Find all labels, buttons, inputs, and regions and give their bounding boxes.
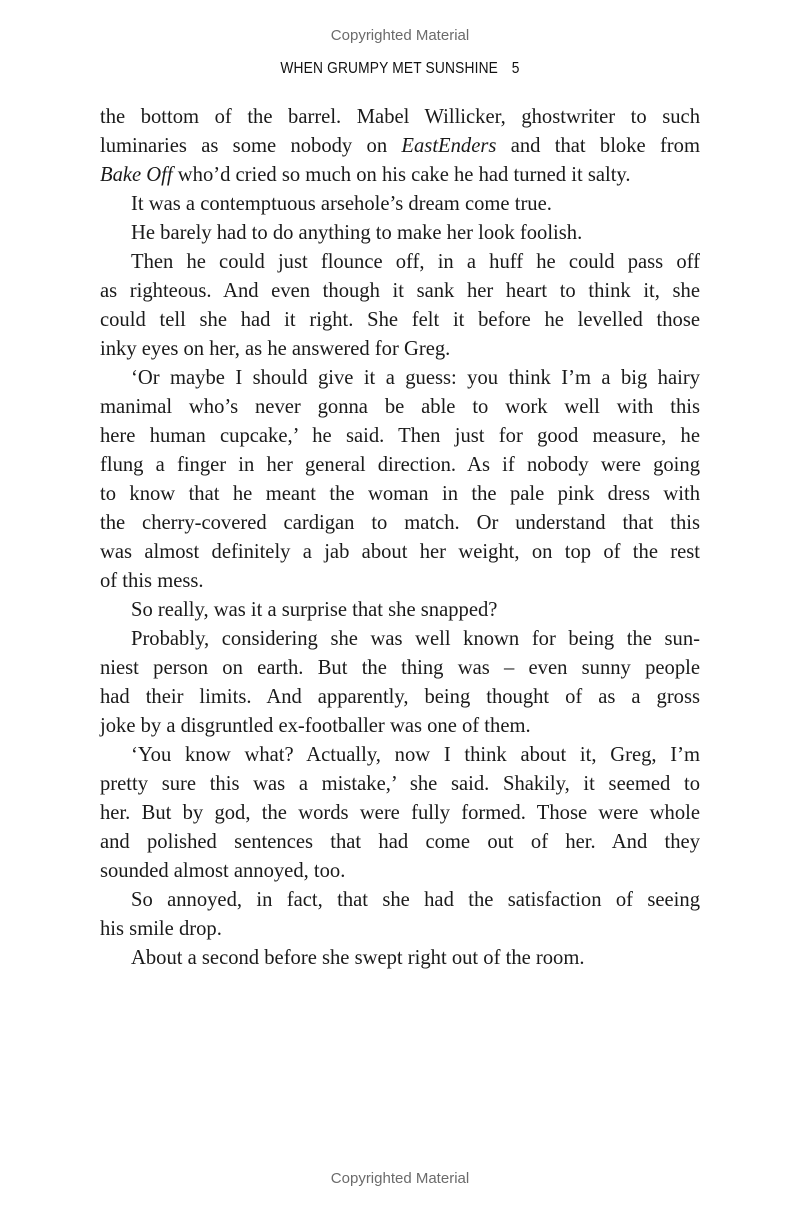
text-segment: could tell she had it right. She felt it before he levelled those — [100, 309, 700, 331]
text-line — [100, 277, 700, 306]
text-line — [100, 915, 700, 944]
text-line — [100, 683, 700, 712]
paragraph — [100, 248, 700, 364]
text-segment: here human cupcake,’ he said. Then just for good measure, he — [100, 425, 700, 447]
copyright-watermark-bottom: Copyrighted Material — [330, 1170, 470, 1187]
text-segment: It was a contemptuous arsehole’s dream come true. — [131, 193, 552, 215]
text-segment: luminaries as some nobody on — [100, 135, 402, 157]
text-line — [100, 132, 700, 161]
text-segment: the cherry-covered cardigan to match. Or understand that this — [100, 512, 700, 534]
text-segment: her. But by god, the words were fully formed. Those were whole — [100, 802, 700, 824]
text-segment: joke by a disgruntled ex-footballer was one of them. — [100, 715, 531, 737]
text-line — [100, 422, 700, 451]
text-line — [100, 248, 700, 277]
text-segment: and polished sentences that had come out of her. And they — [100, 831, 700, 853]
text-segment: He barely had to do anything to make her look foolish. — [131, 222, 583, 244]
text-line — [100, 944, 700, 973]
text-segment: to know that he meant the woman in the pale pink dress with — [100, 483, 700, 505]
copyright-watermark-top: Copyrighted Material — [330, 27, 470, 44]
text-segment: Probably, considering she was well known for being the sun- — [131, 628, 700, 650]
text-line — [100, 335, 700, 364]
text-line — [100, 741, 700, 770]
text-segment: Then he could just flounce off, in a huff he could pass off — [131, 251, 700, 273]
text-line — [100, 393, 700, 422]
text-segment: About a second before she swept right out of the room. — [131, 947, 585, 969]
text-line — [100, 190, 700, 219]
text-segment: and that bloke from — [496, 135, 700, 157]
text-line — [100, 538, 700, 567]
paragraph — [100, 219, 700, 248]
text-segment: the bottom of the barrel. Mabel Willicker, ghostwriter to such — [100, 106, 700, 128]
paragraph — [100, 596, 700, 625]
text-segment: ‘Or maybe I should give it a guess: you think I’m a big hairy — [131, 367, 700, 389]
text-line — [100, 567, 700, 596]
text-segment: So annoyed, in fact, that she had the satisfaction of seeing — [131, 889, 700, 911]
text-line — [100, 219, 700, 248]
text-line — [100, 103, 700, 132]
text-segment: as righteous. And even though it sank her heart to think it, she — [100, 280, 700, 302]
paragraph — [100, 364, 700, 596]
text-segment: of this mess. — [100, 570, 204, 592]
text-line — [100, 306, 700, 335]
text-line — [100, 799, 700, 828]
text-line — [100, 161, 700, 190]
text-line — [100, 712, 700, 741]
italic-title: Bake Off — [100, 164, 173, 186]
paragraph — [100, 190, 700, 219]
text-segment: sounded almost annoyed, too. — [100, 860, 346, 882]
text-segment: who’d cried so much on his cake he had turned it salty. — [172, 164, 631, 186]
text-line — [100, 857, 700, 886]
text-segment: ‘You know what? Actually, now I think about it, Greg, I’m — [131, 744, 700, 766]
text-line — [100, 654, 700, 683]
text-segment: had their limits. And apparently, being thought of as a gross — [100, 686, 700, 708]
text-line — [100, 451, 700, 480]
text-segment: niest person on earth. But the thing was – even sunny people — [100, 657, 700, 679]
running-head — [56, 60, 744, 78]
text-line — [100, 596, 700, 625]
text-segment: his smile drop. — [100, 918, 222, 940]
text-line — [100, 364, 700, 393]
text-segment: was almost definitely a jab about her weight, on top of the rest — [100, 541, 700, 563]
text-segment: manimal who’s never gonna be able to work well with this — [100, 396, 700, 418]
body-text — [100, 103, 700, 973]
page-number: 5 — [511, 60, 520, 77]
text-line — [100, 886, 700, 915]
paragraph — [100, 944, 700, 973]
text-segment: So really, was it a surprise that she snapped? — [131, 599, 498, 621]
paragraph — [100, 625, 700, 741]
paragraph — [100, 886, 700, 944]
italic-title: EastEnders — [401, 135, 497, 157]
text-segment: flung a finger in her general direction. As if nobody were going — [100, 454, 700, 476]
text-segment: inky eyes on her, as he answered for Greg. — [100, 338, 451, 360]
text-line — [100, 509, 700, 538]
paragraph — [100, 103, 700, 190]
text-line — [100, 770, 700, 799]
book-title: WHEN GRUMPY MET SUNSHINE — [280, 60, 499, 77]
text-line — [100, 625, 700, 654]
text-segment: pretty sure this was a mistake,’ she said. Shakily, it seemed to — [100, 773, 700, 795]
text-line — [100, 828, 700, 857]
text-line — [100, 480, 700, 509]
paragraph — [100, 741, 700, 886]
